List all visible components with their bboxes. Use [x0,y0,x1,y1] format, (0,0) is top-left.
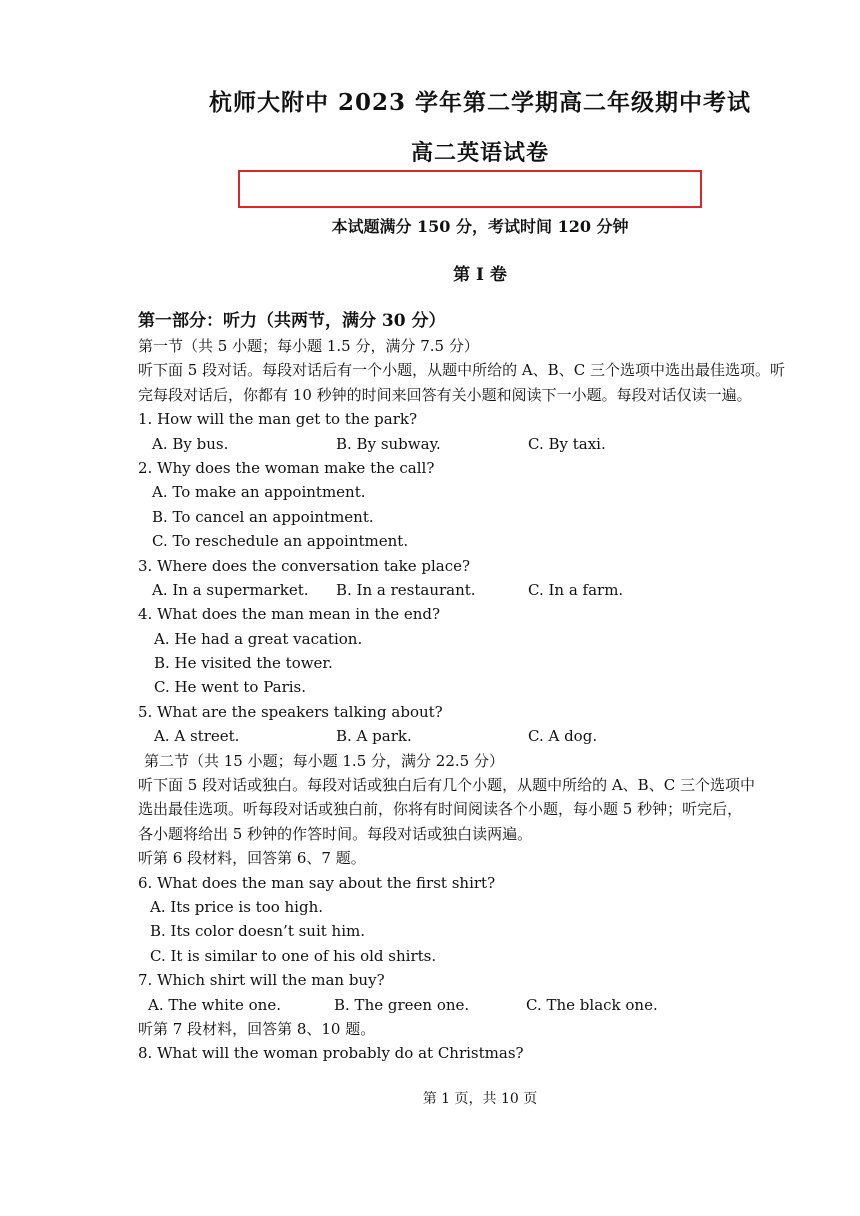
option-b: B. A park. [336,727,412,746]
question-stem: 4. What does the man mean in the end? [138,605,441,624]
section2-instruction-line: 听下面 5 段对话或独白。每段对话或独白后有几个小题，从题中所给的 A、B、C 三个选项中 [138,776,755,795]
question-stem: 5. What are the speakers talking about? [138,702,443,721]
option-b: B. In a restaurant. [336,580,476,599]
page-number: 第 1 页，共 10 页 [422,1091,538,1107]
option-a: A. Its price is too high. [150,897,324,916]
option-a: A. He had a great vacation. [154,629,363,648]
question-stem: 6. What does the man say about the first shirt? [138,873,496,892]
section1-heading: 第一节（共 5 小题；每小题 1.5 分，满分 7.5 分） [138,337,479,355]
volume-heading: 第 I 卷 [453,265,507,285]
question-options [138,724,828,748]
option-c: C. He went to Paris. [154,678,306,697]
option-b: B. Its color doesn’t suit him. [150,922,366,941]
option-a: A. The white one. [148,995,281,1014]
red-outline-box [238,170,702,208]
content-body [138,308,828,1066]
exam-subtitle: 高二英语试卷 [410,140,549,166]
option-a: A. By bus. [152,434,229,453]
question-options [138,432,828,456]
option-c: C. To reschedule an appointment. [152,532,409,551]
option-a: A. To make an appointment. [152,483,366,502]
option-a: A. In a supermarket. [152,580,309,599]
question-stem: 8. What will the woman probably do at Christmas? [138,1044,524,1063]
section2-instruction-line: 各小题将给出 5 秒钟的作答时间。每段对话或独白读两遍。 [138,824,533,843]
option-c: C. It is similar to one of his old shirts. [150,946,437,965]
question-options [138,578,828,602]
option-c: C. In a farm. [528,580,624,599]
section2-instruction-line: 选出最佳选项。听每段对话或独白前，你将有时间阅读各个小题，每小题 5 秒钟；听完后， [138,800,743,819]
material-note: 听第 7 段材料，回答第 8、10 题。 [138,1019,376,1038]
question-stem: 3. Where does the conversation take place? [138,556,471,575]
part1-heading: 第一部分：听力（共两节，满分 30 分） [138,311,446,331]
option-c: C. The black one. [526,995,658,1014]
option-a: A. A street. [154,727,240,746]
option-b: B. The green one. [334,995,470,1014]
section1-instruction-line: 完每段对话后，你都有 10 秒钟的时间来回答有关小题和阅读下一小题。每段对话仅读一遍。 [138,385,752,404]
option-b: B. To cancel an appointment. [152,507,374,526]
question-stem: 2. Why does the woman make the call? [138,458,435,477]
section1-instruction-line: 听下面 5 段对话。每段对话后有一个小题，从题中所给的 A、B、C 三个选项中选出最佳选项。听 [138,361,785,380]
option-c: C. By taxi. [528,434,606,453]
option-b: B. By subway. [336,434,441,453]
question-options [138,993,828,1017]
question-stem: 1. How will the man get to the park? [138,410,418,429]
exam-info: 本试题满分 150 分，考试时间 120 分钟 [331,217,629,236]
question-stem: 7. Which shirt will the man buy? [138,971,385,990]
option-c: C. A dog. [528,727,598,746]
material-note: 听第 6 段材料，回答第 6、7 题。 [138,849,366,868]
section2-heading: 第二节（共 15 小题；每小题 1.5 分，满分 22.5 分） [144,751,504,770]
exam-title: 杭师大附中 2023 学年第二学期高二年级期中考试 [208,89,752,116]
option-b: B. He visited the tower. [154,654,333,673]
